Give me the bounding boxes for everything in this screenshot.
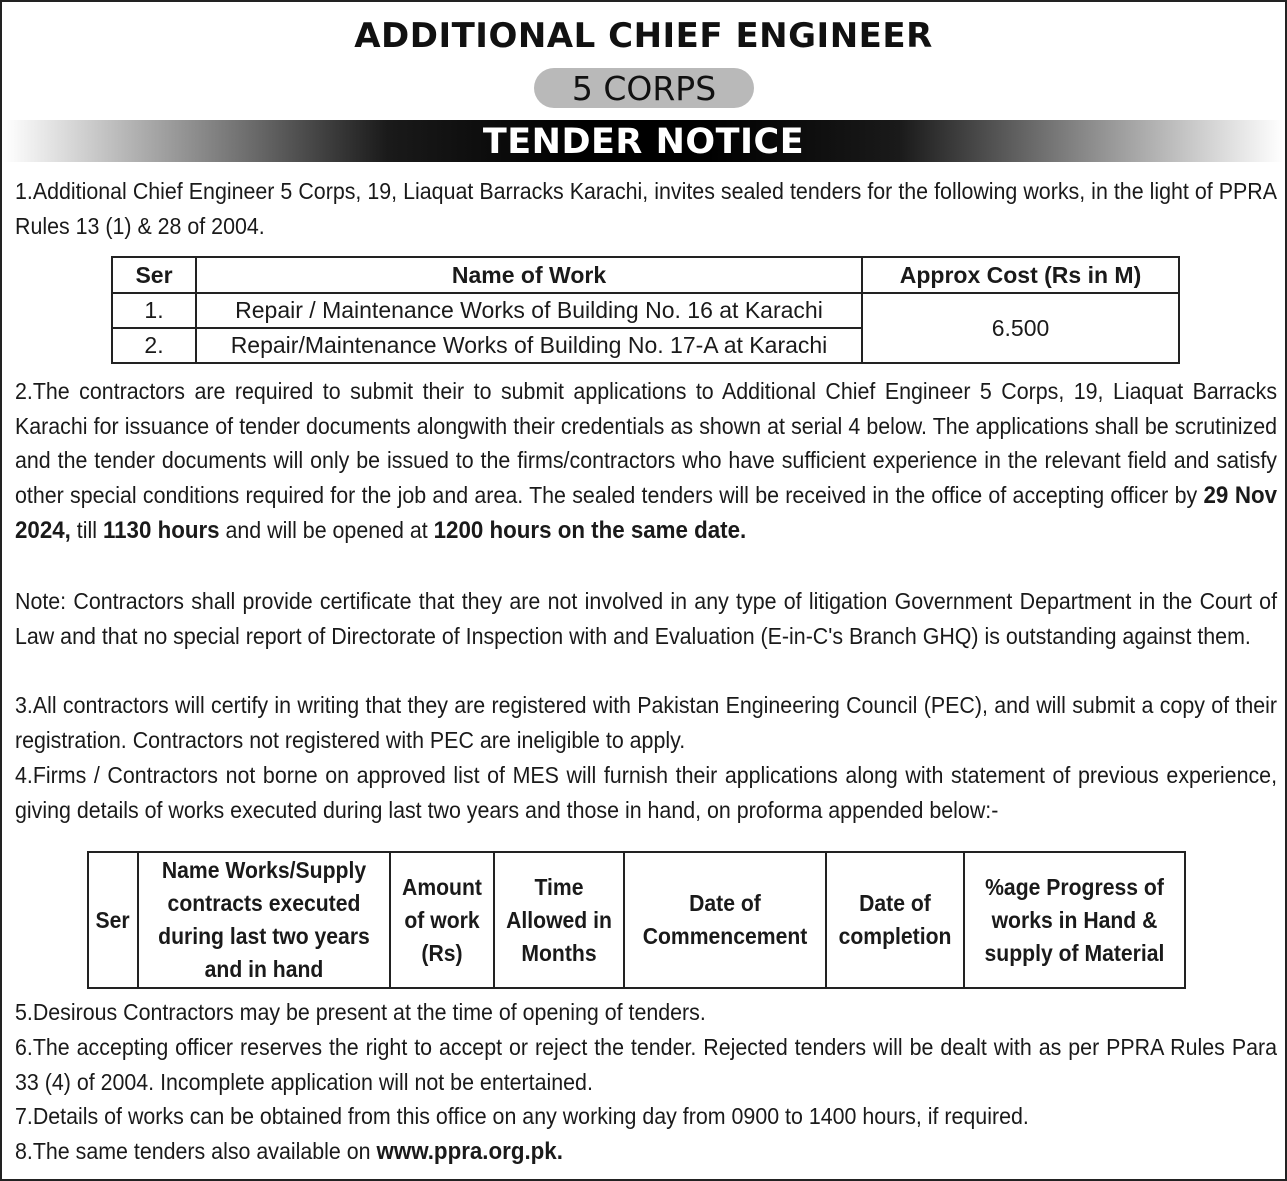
proforma-col-amount-label: Amount of work (Rs) xyxy=(402,873,482,966)
paragraph-5: 5.Desirous Contractors may be present at the time of opening of tenders. xyxy=(15,999,706,1025)
proforma-col-commencement-label: Date of Commencement xyxy=(642,890,808,949)
proforma-col-progress-label: %age Progress of works in Hand & supply of Material xyxy=(984,873,1165,966)
notice-title: TENDER NOTICE xyxy=(482,122,805,162)
col-header-name: Name of Work xyxy=(196,257,862,293)
org-title: ADDITIONAL CHIEF ENGINEER xyxy=(354,16,933,56)
proforma-col-commencement xyxy=(624,852,826,988)
row-work-name: Repair / Maintenance Works of Building No. 16 at Karachi xyxy=(196,293,862,328)
works-table xyxy=(111,256,1180,364)
col-header-cost: Approx Cost (Rs in M) xyxy=(862,257,1179,293)
paragraph-2-text: 2.The contractors are required to submit their to submit applications to Additional Chief Engineer 5 Corps, 19, Liaquat Barracks Karachi for issuance of tender documents alongwith their credentials as shown at serial 4 below. The applications shall be scrutinized and the tender documents will only be issued to the firms/contractors who have sufficient experience in the relevant field and satisfy other special conditions required for the job and area. The sealed tenders will be received in the office of accepting officer by xyxy=(15,378,1278,508)
proforma-table xyxy=(87,851,1186,989)
proforma-col-progress xyxy=(964,852,1185,988)
proforma-col-time xyxy=(494,852,624,988)
proforma-col-completion-label: Date of completion xyxy=(838,890,952,949)
opening-time: 1200 hours on the same date. xyxy=(433,517,747,544)
paragraph-6: 6.The accepting officer reserves the right to accept or reject the tender. Rejected tenders will be dealt with as per PPRA Rules Para 33 (4) of 2004. Incomplete application will not be entertained. xyxy=(15,1034,1278,1095)
website-link[interactable]: www.ppra.org.pk. xyxy=(376,1138,563,1165)
proforma-col-time-label: Time Allowed in Months xyxy=(506,873,612,966)
paragraph-8-text: 8.The same tenders also available on xyxy=(15,1138,377,1164)
note-paragraph: Note: Contractors shall provide certificate that they are not involved in any type of litigation Government Department in the Court of Law and that no special report of Directorate of Inspection with and Evaluation (E-in-C's Branch GHQ) is outstanding against them. xyxy=(15,588,1278,649)
paragraph-2-opened: and will be opened at xyxy=(219,517,434,543)
paragraph-2 xyxy=(15,374,1277,549)
unit-badge: 5 CORPS xyxy=(534,68,754,108)
paragraph-3: 3.All contractors will certify in writing that they are registered with Pakistan Engineering Council (PEC), and will submit a copy of their registration. Contractors not registered with PEC are ineligible to apply. xyxy=(15,692,1278,753)
proforma-col-ser xyxy=(88,852,138,988)
col-header-ser: Ser xyxy=(112,257,196,293)
paragraph-8 xyxy=(15,1134,1277,1170)
paragraph-2-till: till xyxy=(70,517,103,543)
proforma-col-name-label: Name Works/Supply contracts executed during last two years and in hand xyxy=(158,857,370,982)
proforma-col-amount xyxy=(390,852,494,988)
paragraph-4: 4.Firms / Contractors not borne on approved list of MES will furnish their applications along with statement of previous experience, giving details of works executed during last two years and those in hand, on proforma appended below:- xyxy=(15,762,1278,823)
proforma-col-completion xyxy=(826,852,964,988)
approx-cost: 6.500 xyxy=(862,293,1179,363)
row-ser: 1. xyxy=(112,293,196,328)
proforma-col-name xyxy=(138,852,390,988)
closing-time: 1130 hours xyxy=(102,517,220,544)
proforma-col-ser-label: Ser xyxy=(95,906,131,933)
paragraph-7: 7.Details of works can be obtained from this office on any working day from 0900 to 1400 hours, if required. xyxy=(15,1103,1029,1129)
row-ser: 2. xyxy=(112,328,196,363)
table-row xyxy=(112,293,1179,328)
works-table-header xyxy=(112,257,1179,293)
paragraph-1: 1.Additional Chief Engineer 5 Corps, 19, Liaquat Barracks Karachi, invites sealed tenders for the following works, in the light of PPRA Rules 13 (1) & 28 of 2004. xyxy=(15,178,1278,239)
row-work-name: Repair/Maintenance Works of Building No. 17-A at Karachi xyxy=(196,328,862,363)
proforma-header xyxy=(88,852,1185,988)
closing-date: 29 Nov 2024, xyxy=(15,481,1278,544)
